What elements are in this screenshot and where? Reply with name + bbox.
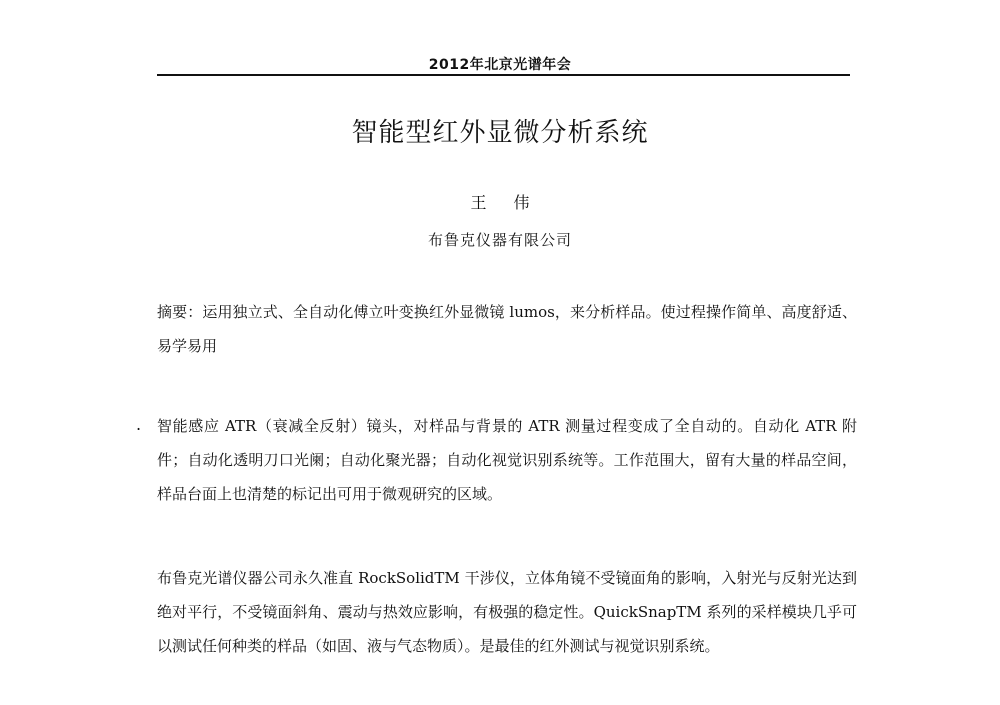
paper-title: 智能型红外显微分析系统 xyxy=(351,118,649,148)
running-header: 2012年北京光谱年会 xyxy=(428,57,572,73)
abstract-paragraph: 摘要：运用独立式、全自动化傅立叶变换红外显微镜 lumos，来分析样品。使过程操作简单、高度舒适、易学易用 xyxy=(157,303,857,355)
author-name: 王 伟 xyxy=(470,193,530,212)
bullet-mark: . xyxy=(136,415,142,434)
header-rule xyxy=(157,74,850,76)
author-affiliation: 布鲁克仪器有限公司 xyxy=(427,231,572,249)
body-paragraph-2: 布鲁克光谱仪器公司永久准直 RockSolidTM 干涉仪，立体角镜不受镜面角的影响，入射光与反射光达到绝对平行，不受镜面斜角、震动与热效应影响，有极强的稳定性。QuickSnapTM 系列的采样模块几乎可以测试任何种类的样品（如固、液与气态物质）。是最佳的红外测试与视觉识别系统。 xyxy=(157,569,857,655)
body-paragraph-1: 智能感应 ATR（衰减全反射）镜头，对样品与背景的 ATR 测量过程变成了全自动的。自动化 ATR 附件；自动化透明刀口光阑；自动化聚光器；自动化视觉识别系统等。工作范围大，留有大量的样品空间，样品台面上也清楚的标记出可用于微观研究的区域。 xyxy=(157,417,857,503)
